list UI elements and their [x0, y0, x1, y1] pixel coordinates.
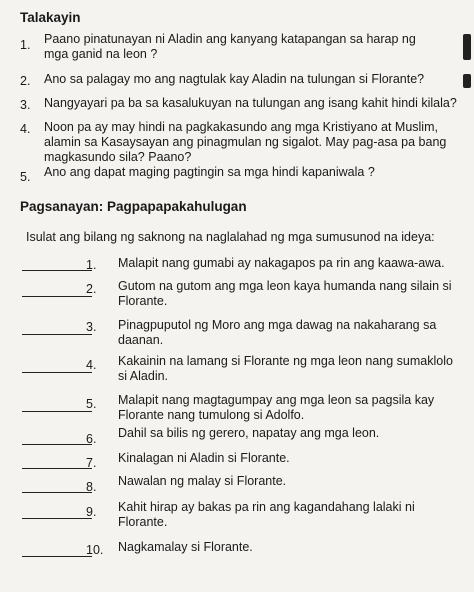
answer-blank[interactable] [22, 556, 92, 557]
answer-blank[interactable] [22, 518, 92, 519]
item-number: 1. [86, 258, 97, 272]
item-number: 5. [86, 397, 97, 411]
item-text: Kakainin na lamang si Florante ng mga leon nang sumaklolo si Aladin. [118, 354, 453, 383]
item-text: Nagkamalay si Florante. [118, 540, 253, 554]
answer-blank[interactable] [22, 296, 92, 297]
question-number: 1. [20, 38, 31, 52]
question-text: Ano sa palagay mo ang nagtulak kay Aladin na tulungan si Florante? [44, 72, 425, 86]
item-number: 10. [86, 543, 104, 557]
item-number: 7. [86, 456, 97, 470]
item-number: 8. [86, 480, 97, 494]
answer-blank[interactable] [22, 334, 92, 335]
instruction-text: Isulat ang bilang ng saknong na naglalahad ng mga sumusunod na ideya: [26, 230, 435, 244]
item-number: 3. [86, 320, 97, 334]
answer-blank[interactable] [22, 492, 92, 493]
question-number: 2. [20, 74, 31, 88]
answer-blank[interactable] [22, 270, 92, 271]
question-text: Noon pa ay may hindi na pagkakasundo ang mga Kristiyano at Muslim, alamin sa Kasaysayan ang pinagmulan ng sigalot. May pag-asa pa bang magkasundo sila? Paano? [44, 120, 447, 164]
section-title-pagsanayan: Pagsanayan: Pagpapapakahulugan [20, 199, 247, 214]
item-text: Kahit hirap ay bakas pa rin ang kagandahang lalaki ni Florante. [118, 500, 415, 529]
answer-blank[interactable] [22, 468, 92, 469]
question-number: 3. [20, 98, 31, 112]
item-text: Pinagpuputol ng Moro ang mga dawag na nakaharang sa daanan. [118, 318, 437, 347]
item-text: Malapit nang magtagumpay ang mga leon sa pagsila kay Florante nang tumulong si Adolfo. [118, 393, 435, 422]
item-number: 2. [86, 282, 97, 296]
question-text: Nangyayari pa ba sa kasalukuyan na tulungan ang isang kahit hindi kilala? [44, 96, 457, 110]
scan-edge-mark [463, 74, 471, 88]
item-number: 4. [86, 358, 97, 372]
answer-blank[interactable] [22, 411, 92, 412]
item-text: Dahil sa bilis ng gerero, napatay ang mga leon. [118, 426, 380, 440]
item-text: Kinalagan ni Aladin si Florante. [118, 451, 290, 465]
item-number: 9. [86, 505, 97, 519]
scan-edge-mark [463, 34, 471, 60]
question-text: Ano ang dapat maging pagtingin sa mga hindi kapaniwala ? [44, 165, 375, 179]
section-title-talakayin: Talakayin [20, 10, 81, 25]
question-number: 5. [20, 170, 31, 184]
item-text: Malapit nang gumabi ay nakagapos pa rin ang kaawa-awa. [118, 256, 445, 270]
answer-blank[interactable] [22, 444, 92, 445]
item-text: Gutom na gutom ang mga leon kaya humanda nang silain si Florante. [118, 279, 452, 308]
answer-blank[interactable] [22, 372, 92, 373]
item-number: 6. [86, 432, 97, 446]
question-number: 4. [20, 122, 31, 136]
item-text: Nawalan ng malay si Florante. [118, 474, 287, 488]
question-text: Paano pinatunayan ni Aladin ang kanyang katapangan sa harap ng mga ganid na leon ? [44, 32, 416, 61]
